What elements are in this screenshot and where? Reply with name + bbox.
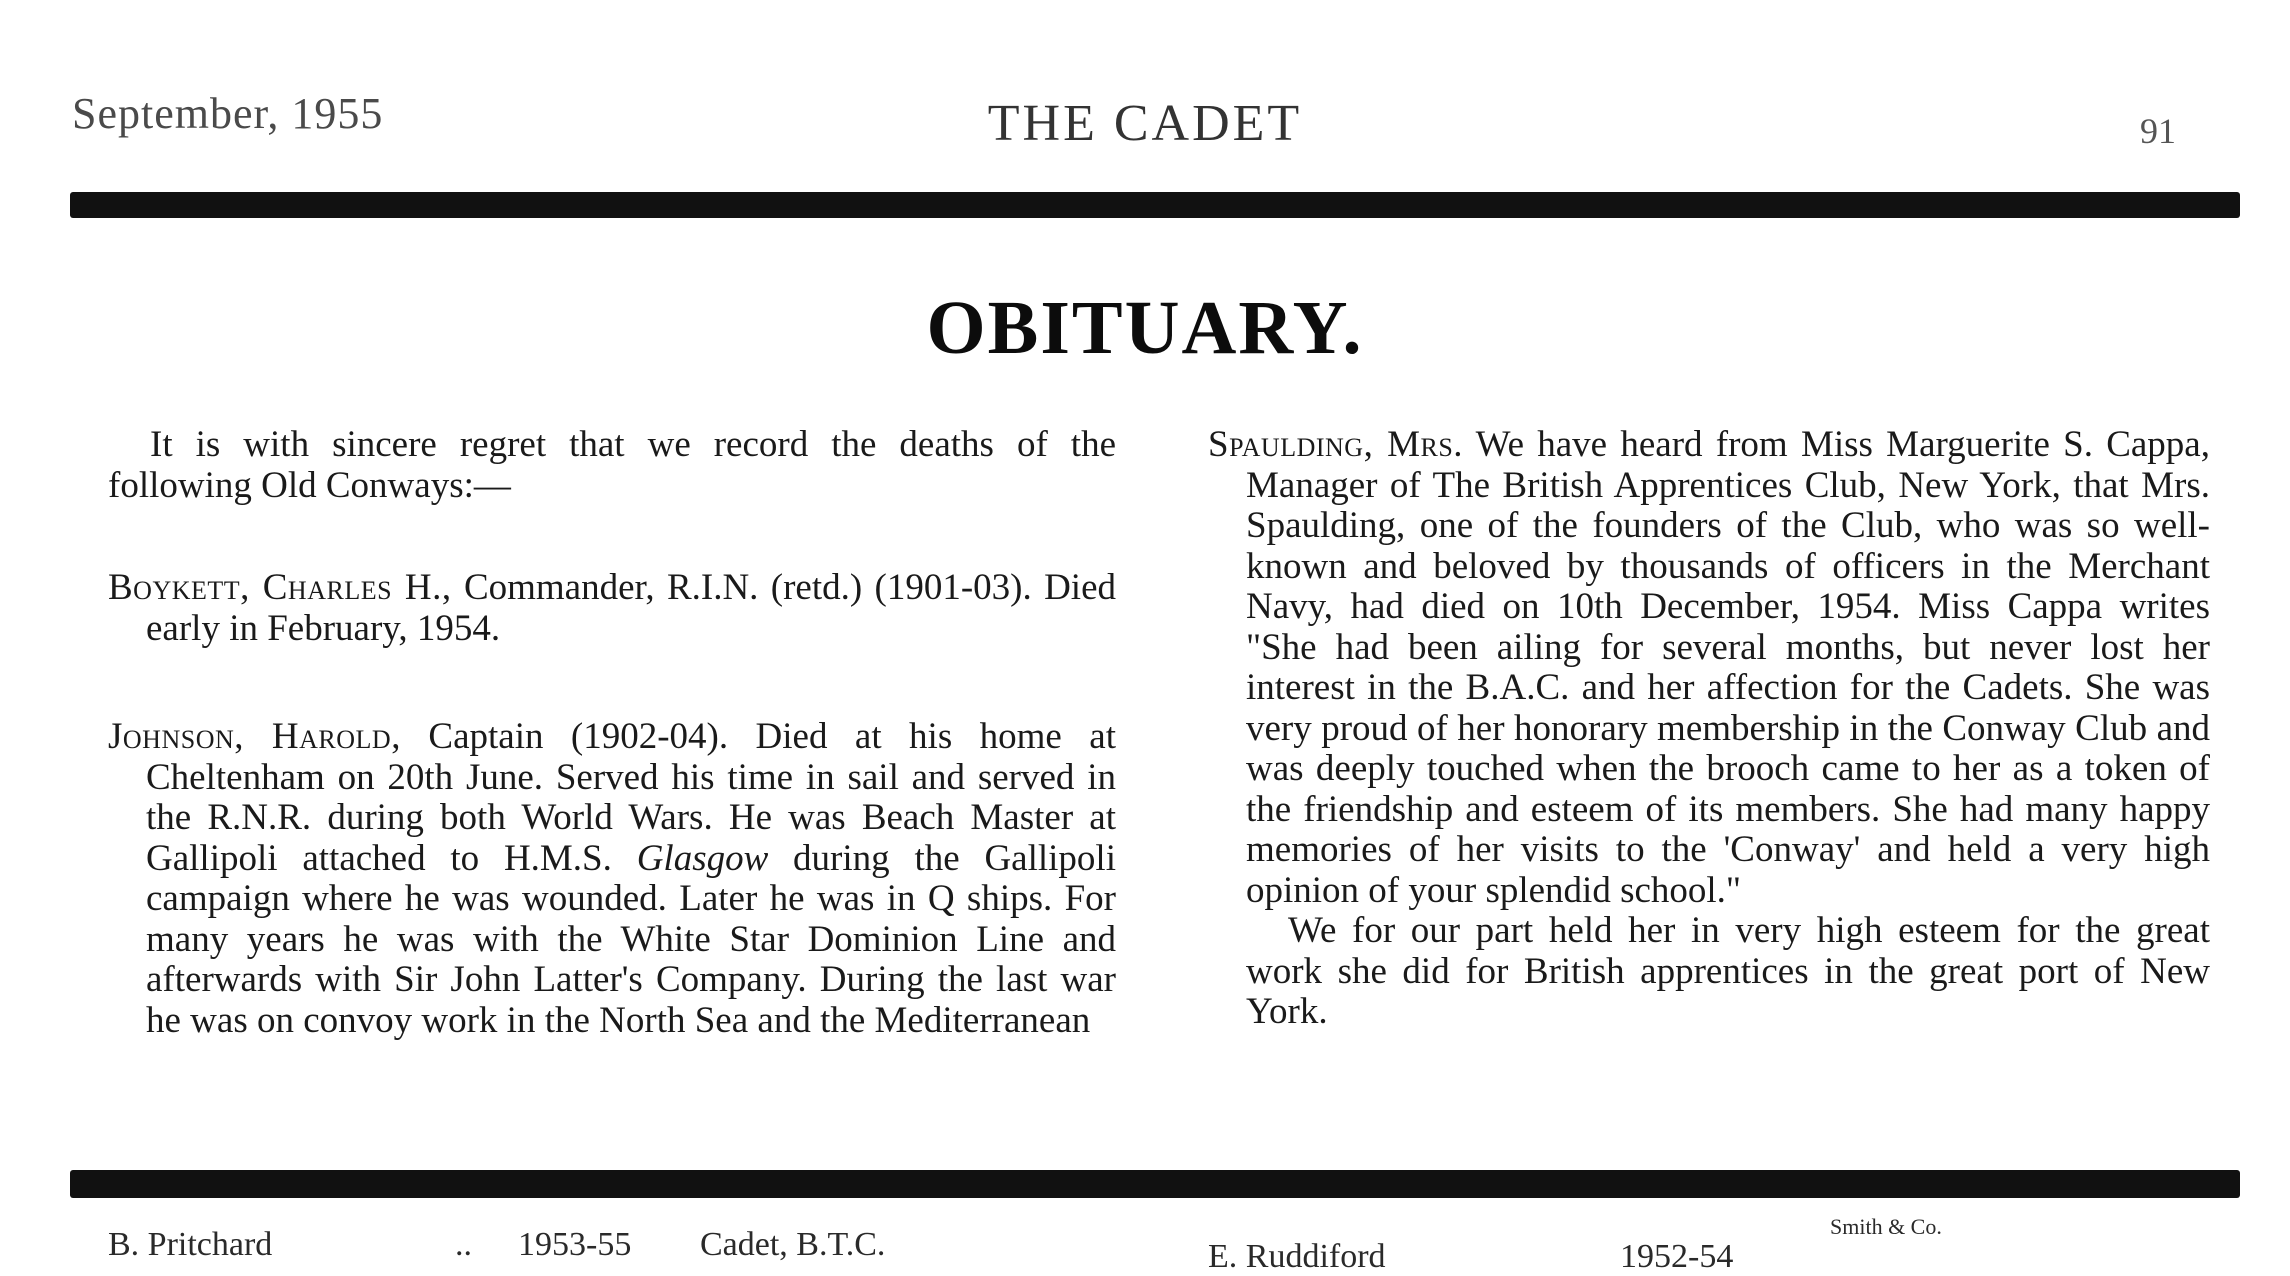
ship-name: Glasgow <box>636 837 769 879</box>
entry-name: Boykett, Charles H., <box>108 567 452 608</box>
footer-right-years: 1952-54 <box>1620 1238 1734 1275</box>
bottom-rule <box>70 1170 2240 1198</box>
closing-paragraph: We for our part held her in very high esteem for the great work she did for British apprentices in the great port of New York. <box>1246 910 2210 1032</box>
right-column <box>1208 425 2210 1033</box>
footer-left-name: B. Pritchard <box>108 1226 273 1263</box>
top-rule <box>70 192 2240 218</box>
footer-right-top: Smith & Co. <box>1830 1214 1942 1239</box>
page-number: 91 <box>2140 111 2176 151</box>
entry-name: Spaulding, Mrs. <box>1208 424 1464 465</box>
entry-text: during the Gallipoli campaign where he was wounded. Later he was in Q ships. For many years he was with the White Star Dominion Line and afterwards with Sir John Latter's Company. During the last war he was on convoy work in the North Sea and the Mediterranean <box>146 837 1116 1041</box>
footer-left-role: Cadet, B.T.C. <box>700 1226 886 1263</box>
footer-right-name: E. Ruddiford <box>1208 1238 1386 1275</box>
header-date: September, 1955 <box>72 89 384 138</box>
page-title: OBITUARY. <box>926 286 1364 370</box>
left-column <box>108 425 1116 1041</box>
header-title: THE CADET <box>987 95 1303 152</box>
entry-name: Johnson, Harold, <box>108 716 401 757</box>
footer-left-years: 1953-55 <box>518 1226 632 1263</box>
intro-paragraph: It is with sincere regret that we record the deaths of the following Old Conways:— <box>108 424 1116 506</box>
entry-text: Captain (1902-04). Died at his home at Cheltenham on 20th June. Served his time in sail and served in the R.N.R. during both World Wars. He was Beach Master at Gallipoli attached to H.M.S. <box>146 716 1116 879</box>
footer-left-dots: .. <box>455 1226 472 1263</box>
obituary-entry <box>108 568 1116 649</box>
obituary-entry <box>1208 425 2210 911</box>
entry-text: Commander, R.I.N. (retd.) (1901-03). Died early in February, 1954. <box>146 567 1117 649</box>
obituary-entry <box>108 717 1116 1041</box>
entry-text: We have heard from Miss Marguerite S. Cappa, Manager of The British Apprentices Club, New York, that Mrs. Spaulding, one of the founders of the Club, who was so well-known and beloved by thousands of officers in the Merchant Navy, had died on 10th December, 1954. Miss Cappa writes "She had been ailing for several months, but never lost her interest in the B.A.C. and her affection for the Cadets. She was very proud of her honorary membership in the Conway Club and was deeply touched when the brooch came to her as a token of the friendship and esteem of its members. She had many happy memories of her visits to the 'Conway' and held a very high opinion of your splendid school." <box>1246 424 2210 911</box>
